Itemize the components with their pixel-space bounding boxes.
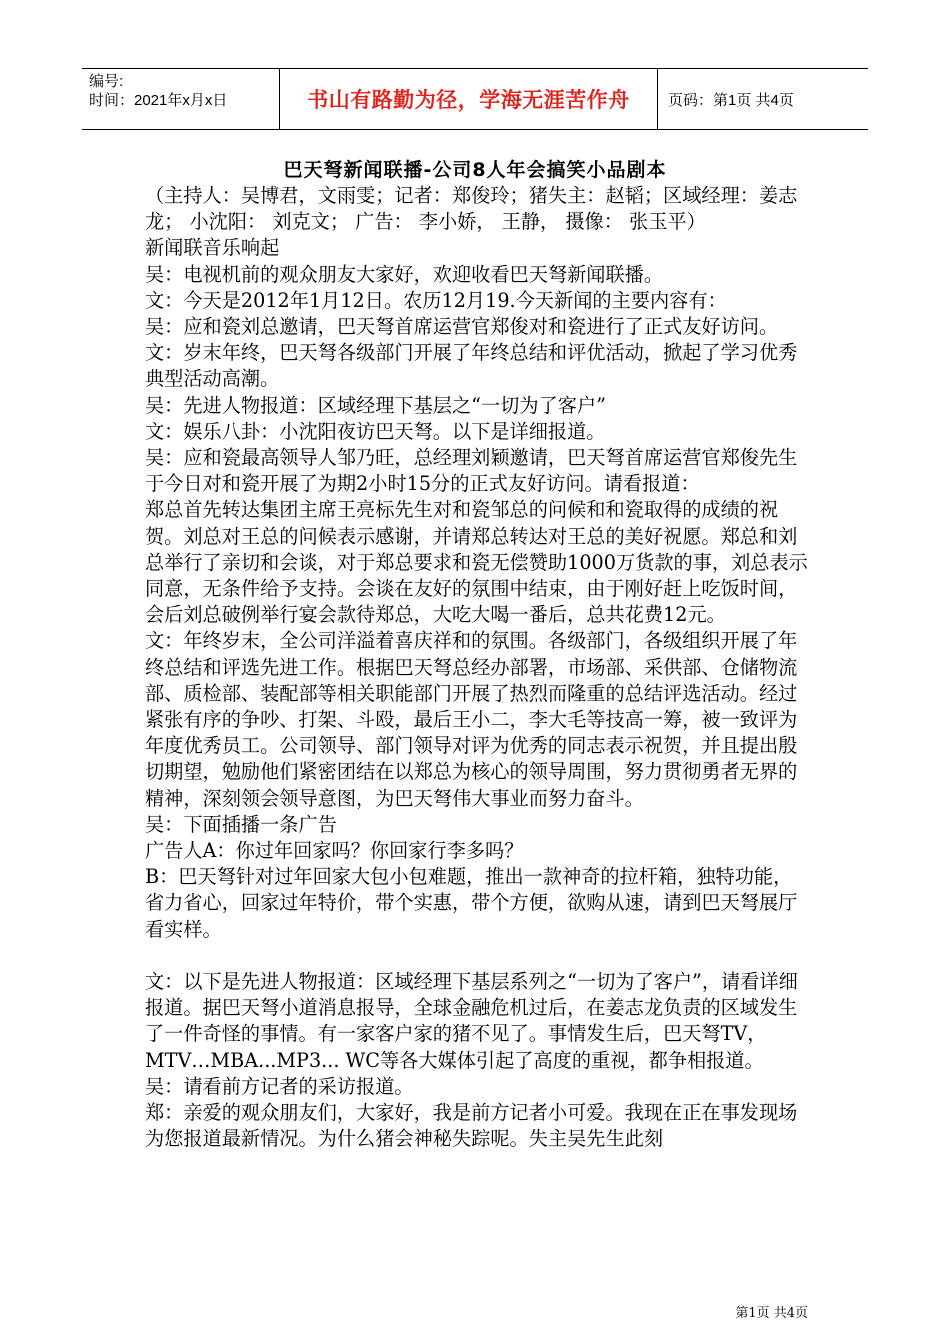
document-title: 巴天弩新闻联播-公司8人年会搞笑小品剧本 xyxy=(283,159,667,181)
page-footer: 第1页 共4页 xyxy=(735,1306,808,1321)
paragraph: 新闻联音乐响起 xyxy=(145,236,280,260)
paragraph: 吴：请看前方记者的采访报道。 xyxy=(145,1074,414,1098)
paragraph: B：巴天弩针对过年回家大包小包难题，推出一款神奇的拉杆箱，独特功能，省力省心，回家过年特价，带个实惠，带个方便，欲购从速，请到巴天弩展厅看实样。 xyxy=(145,865,798,941)
header-meta xyxy=(82,69,280,129)
doc-number-label: 编号: xyxy=(89,73,124,90)
page-header xyxy=(82,68,868,130)
document-body xyxy=(145,183,810,1153)
paragraph: 文：娱乐八卦：小沈阳夜访巴天弩。以下是详细报道。 xyxy=(145,419,606,443)
time-label: 时间：2021年x月x日 xyxy=(89,92,228,109)
paragraph: 吴：下面插播一条广告 xyxy=(145,812,337,836)
paragraph: 广告人A：你过年回家吗？你回家行李多吗？ xyxy=(145,839,524,863)
paragraph: 文：岁末年终，巴天弩各级部门开展了年终总结和评优活动，掀起了学习优秀典型活动高潮。 xyxy=(145,341,798,391)
paragraph: 文：以下是先进人物报道：区域经理下基层系列之“一切为了客户”，请看详细报道。据巴天弩小道消息报导，全球金融危机过后，在姜志龙负责的区域发生了一件奇怪的事情。有一家客户家的猪不见了。事情发生后，巴天弩TV，MTV…MBA...MP3... WC等各大媒体引起了高度的重视，都争相报道。 xyxy=(145,970,798,1072)
paragraph: 郑总首先转达集团主席王亮标先生对和瓷邹总的问候和和瓷取得的成绩的祝贺。刘总对王总的问候表示感谢，并请郑总转达对王总的美好祝愿。郑总和刘总举行了亲切和会谈，对于郑总要求和瓷无偿赞助1000万货款的事，刘总表示同意，无条件给予支持。会谈在友好的氛围中结束，由于刚好赶上吃饭时间，会后刘总破例举行宴会款待郑总，大吃大喝一番后，总共花费12元。 xyxy=(145,498,808,627)
paragraph: 吴：应和瓷最高领导人邹乃旺，总经理刘颖邀请，巴天弩首席运营官郑俊先生于今日对和瓷开展了为期2小时15分的正式友好访问。请看报道： xyxy=(145,446,798,496)
header-page-code: 页码：第1页 共4页 xyxy=(668,91,794,109)
paragraph: 郑：亲爱的观众朋友们，大家好，我是前方记者小可爱。我现在正在事发现场为您报道最新情况。为什么猪会神秘失踪呢。失主吴先生此刻 xyxy=(145,1101,798,1151)
header-motto: 书山有路勤为径，学海无涯苦作舟 xyxy=(280,69,658,129)
paragraph: 吴：应和瓷刘总邀请，巴天弩首席运营官郑俊对和瓷进行了正式友好访问。 xyxy=(145,315,779,339)
paragraph: 吴：电视机前的观众朋友大家好，欢迎收看巴天弩新闻联播。 xyxy=(145,262,664,286)
paragraph: 文：年终岁末，全公司洋溢着喜庆祥和的氛围。各级部门，各级组织开展了年终总结和评选先进工作。根据巴天弩总经办部署，市场部、采供部、仓储物流部、质检部、装配部等相关职能部门开展了热烈而隆重的总结评选活动。经过紧张有序的争吵、打架、斗殴，最后王小二，李大毛等技高一筹，被一致评为年度优秀员工。公司领导、部门领导对评为优秀的同志表示祝贺，并且提出殷切期望，勉励他们紧密团结在以郑总为核心的领导周围，努力贯彻勇者无界的精神，深刻领会领导意图，为巴天弩伟大事业而努力奋斗。 xyxy=(145,629,798,810)
paragraph: （主持人：吴博君，文雨雯；记者：郑俊玲；猪失主：赵韬；区域经理：姜志龙； 小沈阳： 刘克文； 广告： 李小娇， 王静， 摄像： 张玉平） xyxy=(145,184,798,234)
paragraph: 吴：先进人物报道：区域经理下基层之“一切为了客户” xyxy=(145,393,606,417)
blank-line xyxy=(145,943,810,969)
paragraph: 文：今天是2012年1月12日。农历12月19.今天新闻的主要内容有： xyxy=(145,288,727,312)
